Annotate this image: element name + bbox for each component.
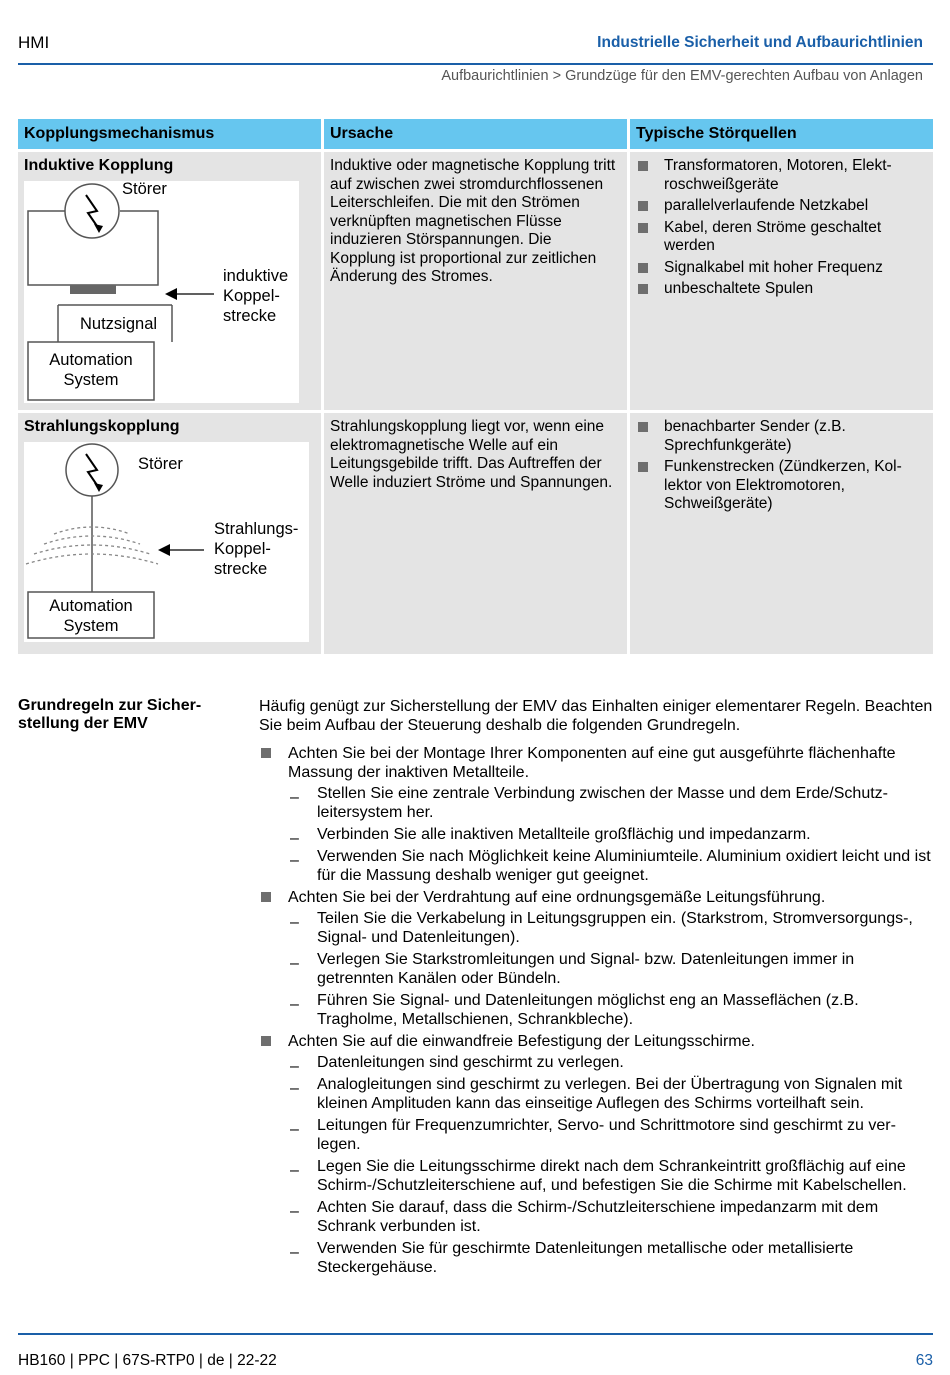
list-item: parallelverlaufende Netzkabel [636, 197, 927, 216]
list-item [259, 888, 934, 1029]
sub-list [288, 784, 934, 885]
list-item: Kabel, deren Ströme geschaltet werden [636, 219, 927, 256]
list-item: benachbarter Sender (z.B. Sprechfunkgeräte) [636, 418, 927, 455]
list-item: Signalkabel mit hoher Frequenz [636, 259, 927, 278]
footer-divider [18, 1333, 933, 1335]
column-header-cause: Ursache [324, 119, 627, 149]
sources-list [636, 157, 927, 299]
mechanism-cell [18, 413, 321, 654]
svg-text:strecke: strecke [214, 559, 268, 578]
coupling-table [15, 116, 936, 657]
rules-intro: Häufig genügt zur Sicherstellung der EMV das Einhalten einiger elementarer Regeln. Beachten Sie beim Aufbau der Steuerung deshalb die folgenden Grundregeln. [259, 698, 933, 734]
sub-list [288, 909, 934, 1029]
list-item [259, 744, 934, 885]
sub-list [288, 1053, 934, 1277]
mechanism-title: Induktive Kopplung [24, 157, 174, 174]
rules-side-heading: Grundregeln zur Sicherstellung der EMV [18, 697, 202, 732]
coupling-bar [70, 285, 116, 294]
svg-text:Koppel-: Koppel- [223, 286, 280, 305]
table-header-row [18, 119, 933, 149]
inductive-coupling-diagram [24, 181, 299, 403]
table-row-radiation [18, 413, 933, 654]
rule-text: Achten Sie auf die einwandfreie Befestigung der Leitungsschirme. [288, 1033, 755, 1050]
svg-text:Automation: Automation [49, 596, 133, 615]
breadcrumb: Aufbaurichtlinien > Grundzüge für den EMV-gerechten Aufbau von Anlagen [441, 68, 923, 84]
column-header-mechanism: Kopplungsmechanismus [18, 119, 321, 149]
list-item: – Analogleitungen sind geschirmt zu verlegen. Bei der Übertragung von Signalen mit kleinen Amplituden kann das einseitige Auflegen des Schirms vorteilhaft sein. [288, 1075, 934, 1113]
list-item: – Achten Sie darauf, dass die Schirm-/Schutzleiterschiene impedanzarm mit dem Schrank verbunden ist. [288, 1198, 934, 1236]
rule-text: Achten Sie bei der Verdrahtung auf eine ordnungsgemäße Leitungsführung. [288, 889, 826, 906]
stoerer-label: Störer [122, 180, 167, 198]
list-item [259, 1032, 934, 1277]
mechanism-title: Strahlungskopplung [24, 418, 180, 435]
list-item: – Verwenden Sie nach Möglichkeit keine Aluminiumteile. Aluminium oxidiert leicht und ist für die Massung deshalb weniger gut geeignet. [288, 847, 934, 885]
svg-text:Koppel-: Koppel- [214, 539, 271, 558]
list-item: – Legen Sie die Leitungsschirme direkt nach dem Schrankeintritt großflächig auf eine Schirm-/Schutzleiterschiene auf, und befestigen Sie die Schirme mit Kabelschellen. [288, 1157, 934, 1195]
cause-cell: Strahlungskopplung liegt vor, wenn eine elektromagnetische Welle auf ein Leitungsgebilde trifft. Das Auftreffen der Welle induziert Ströme und Spannungen. [324, 413, 627, 654]
header-chapter-title: Industrielle Sicherheit und Aufbaurichtlinien [597, 34, 923, 51]
list-item: – Verbinden Sie alle inaktiven Metallteile großflächig und impedanzarm. [288, 825, 934, 844]
radiation-coupling-diagram [24, 442, 309, 642]
table-row-inductive [18, 152, 933, 410]
list-item: unbeschaltete Spulen [636, 280, 927, 299]
stoerer-circle [65, 184, 119, 238]
stoerer-label: Störer [138, 454, 183, 473]
footer-document-id: HB160 | PPC | 67S-RTP0 | de | 22-22 [18, 1352, 277, 1369]
header-divider [18, 63, 933, 65]
list-item: – Teilen Sie die Verkabelung in Leitungsgruppen ein. (Starkstrom, Stromversorgungs-, Signal- und Datenleitungen). [288, 909, 934, 947]
list-item: – Datenleitungen sind geschirmt zu verlegen. [288, 1053, 934, 1072]
svg-text:System: System [63, 616, 119, 635]
list-item: – Leitungen für Frequenzumrichter, Servo- und Schrittmotore sind geschirmt zu verlegen. [288, 1116, 934, 1154]
sources-cell [630, 413, 933, 654]
list-item: – Stellen Sie eine zentrale Verbindung zwischen der Masse und dem Erde/Schutzleitersystem her. [288, 784, 934, 822]
list-item: – Verwenden Sie für geschirmte Datenleitungen metallische oder metallisierte Steckergehäuse. [288, 1239, 934, 1277]
nutzsignal-label: Nutzsignal [80, 314, 158, 333]
sources-cell [630, 152, 933, 410]
page-number: 63 [915, 1352, 933, 1369]
svg-text:strecke: strecke [223, 306, 277, 325]
list-item: Funkenstrecken (Zündkerzen, Kollektor von Elektromotoren, Schweißgeräte) [636, 458, 927, 514]
svg-text:Automation: Automation [49, 350, 133, 369]
list-item: – Führen Sie Signal- und Datenleitungen möglichst eng an Masseflächen (z.B. Tragholme, Metallschienen, Schrankbleche). [288, 991, 934, 1029]
header-section-label: HMI [18, 33, 50, 52]
svg-text:induktive: induktive [223, 266, 289, 285]
rules-section [259, 697, 934, 1280]
list-item: Transformatoren, Motoren, Elektroschweißgeräte [636, 157, 927, 194]
sources-list [636, 418, 927, 514]
mechanism-cell [18, 152, 321, 410]
column-header-sources: Typische Störquellen [630, 119, 933, 149]
svg-text:System: System [63, 370, 119, 389]
list-item: – Verlegen Sie Starkstromleitungen und Signal- bzw. Datenleitungen immer in getrennten Kanälen oder Bündeln. [288, 950, 934, 988]
rules-list [259, 744, 934, 1277]
svg-text:Strahlungs-: Strahlungs- [214, 519, 299, 538]
stoerer-circle [66, 444, 118, 496]
rule-text: Achten Sie bei der Montage Ihrer Komponenten auf eine gut ausgeführte flächenhafte Massung der inaktiven Metallteile. [288, 745, 896, 781]
cause-cell: Induktive oder magnetische Kopplung tritt auf zwischen zwei stromdurchflossenen Leiterschleifen. Die mit den Strömen verknüpften magnetischen Flüsse induzieren Störspannungen. Die Kopplung ist proportional zur zeitlichen Änderung des Stromes. [324, 152, 627, 410]
